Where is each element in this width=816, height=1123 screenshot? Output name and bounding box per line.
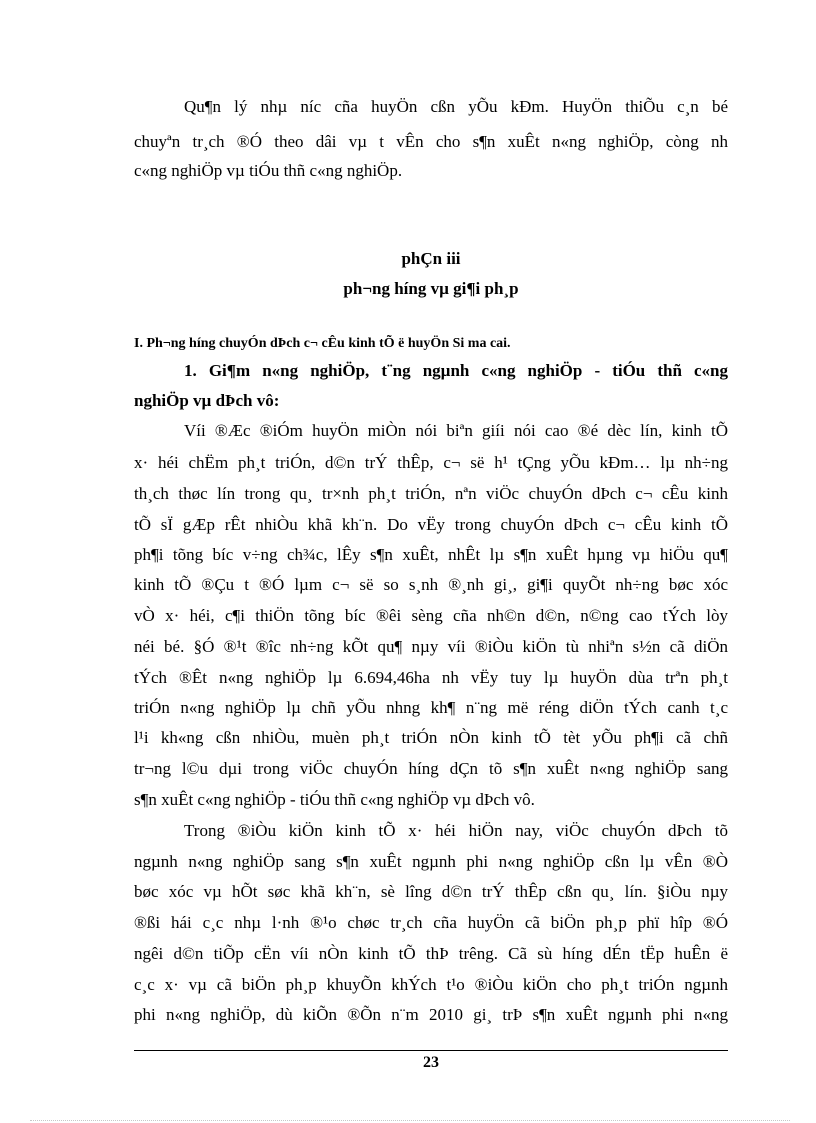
paragraph-2-line: phi n«ng nghiÖp, dù kiÕn ®Õn n¨m 2010 gi¸ trÞ s¶n xuÊt ngµnh phi n«ng — [134, 1005, 728, 1024]
part-title: phÇn iii — [401, 249, 461, 268]
intro-line-1: Qu¶n lý nhµ níc cña huyÖn cßn yÕu kÐm. HuyÖn thiÕu c¸n bé — [184, 97, 728, 116]
paragraph-1-line: néi bé. §Ó ®¹t ®îc nh÷ng kÕt qu¶ nµy víi ®iÒu kiÖn tù nhiªn s½n cã diÖn — [134, 637, 728, 656]
subsection-heading-line-1: 1. Gi¶m n«ng nghiÖp, t¨ng ngµnh c«ng nghiÖp - tiÓu thñ c«ng — [184, 361, 728, 380]
paragraph-2-line: ®ßi hái c¸c nhµ l·nh ®¹o chøc tr¸ch cña huyÖn cã biÖn ph¸p phï hîp ®Ó — [134, 913, 728, 932]
paragraph-2-line: Trong ®iÒu kiÖn kinh tÕ x· héi hiÖn nay, viÖc chuyÓn dÞch tõ — [184, 821, 728, 840]
footer-rule — [134, 1050, 728, 1051]
paragraph-1-line: x· héi chËm ph¸t triÓn, d©n trÝ thÊp, c¬ së h¹ tÇng yÕu kÐm… lµ nh÷ng — [134, 453, 728, 472]
paragraph-1-line: triÓn n«ng nghiÖp lµ chñ yÕu nhng kh¶ n¨ng më réng diÖn tÝch canh t¸c — [134, 698, 728, 717]
paragraph-1-line: tÝch ®Êt n«ng nghiÖp lµ 6.694,46ha nh vËy tuy lµ huyÖn dùa trªn ph¸t — [134, 668, 728, 687]
subsection-heading-line-2: nghiÖp vµ dÞch vô: — [134, 391, 280, 410]
page-number: 23 — [423, 1054, 439, 1071]
paragraph-1-line: s¶n xuÊt c«ng nghiÖp - tiÓu thñ c«ng nghiÖp vµ dÞch vô. — [134, 790, 535, 809]
paragraph-1-line: kinh tÕ ®Çu t ®Ó lµm c¬ së so s¸nh ®¸nh gi¸, gi¶i quyÕt nh÷ng bøc xóc — [134, 575, 728, 594]
paragraph-1-line: tÕ sÏ gÆp rÊt nhiÒu khã kh¨n. Do vËy trong chuyÓn dÞch c¬ cÊu kinh tÕ — [134, 515, 728, 534]
paragraph-2-line: ngµnh n«ng nghiÖp sang s¶n xuÊt ngµnh phi n«ng nghiÖp cßn lµ vÊn ®Ò — [134, 852, 728, 871]
paragraph-1-line: vÒ x· héi, c¶i thiÖn tõng bíc ®êi sèng cña nh©n d©n, n©ng cao tÝch lòy — [134, 606, 728, 625]
paragraph-1-line: Víi ®Æc ®iÓm huyÖn miÒn nói biªn giíi nói cao ®é dèc lín, kinh tÕ — [184, 421, 728, 440]
paragraph-1-line: th¸ch thøc lín trong qu¸ tr×nh ph¸t triÓn, nªn viÖc chuyÓn dÞch c¬ cÊu kinh — [134, 484, 728, 503]
page-bottom-border — [30, 1120, 790, 1121]
paragraph-2-line: ngêi d©n tiÕp cËn víi nÒn kinh tÕ thÞ trêng. Cã sù híng dÉn tËp huÊn ë — [134, 944, 728, 963]
paragraph-2-line: bøc xóc vµ hÕt søc khã kh¨n, sè lîng d©n trÝ thÊp cßn qu¸ lín. §iÒu nµy — [134, 882, 728, 901]
paragraph-1-line: l¹i kh«ng cßn nhiÒu, muèn ph¸t triÓn nÒn kinh tÕ tèt yÕu ph¶i cã chñ — [134, 728, 728, 747]
paragraph-1-line: tr¬ng l©u dµi trong viÖc chuyÓn híng dÇn tõ s¶n xuÊt n«ng nghiÖp sang — [134, 759, 728, 778]
paragraph-2-line: c¸c x· vµ cã biÖn ph¸p khuyÕn khÝch t¹o ®iÒu kiÖn cho ph¸t triÓn ngµnh — [134, 975, 728, 994]
intro-line-2: chuyªn tr¸ch ®Ó theo dâi vµ t vÊn cho s¶n xuÊt n«ng nghiÖp, còng nh — [134, 132, 728, 151]
section-heading: I. Ph¬ng híng chuyÓn dÞch c¬ cÊu kinh tÕ ë huyÖn Si ma cai. — [134, 336, 511, 351]
paragraph-1-line: ph¶i tõng bíc v÷ng ch¾c, lÊy s¶n xuÊt, nhÊt lµ s¶n xuÊt hµng vµ hiÖu qu¶ — [134, 545, 728, 564]
intro-line-3: c«ng nghiÖp vµ tiÓu thñ c«ng nghiÖp. — [134, 161, 403, 180]
part-subtitle: ph¬ng híng vµ gi¶i ph¸p — [343, 279, 519, 298]
